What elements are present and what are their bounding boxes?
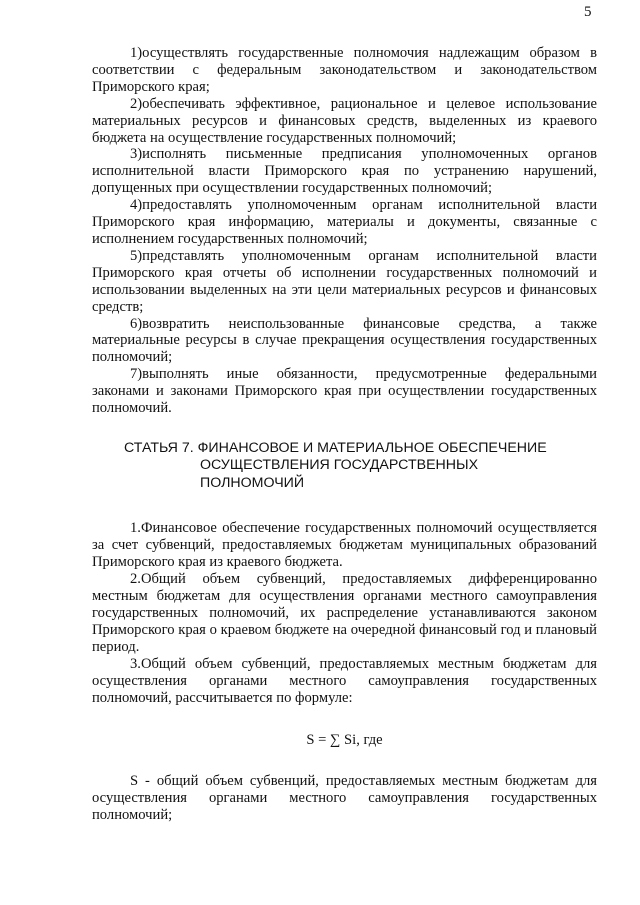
article-heading-line: ОСУЩЕСТВЛЕНИЯ ГОСУДАРСТВЕННЫХ <box>200 457 479 474</box>
list-item: 6)возвратить неиспользованные финансовые средства, а также материальные ресурсы в случае прекращения осуществления государственных полномочий; <box>92 315 597 366</box>
article-heading-line: ПОЛНОМОЧИЙ <box>200 474 305 491</box>
article-heading-line: СТАТЬЯ 7. ФИНАНСОВОЕ И МАТЕРИАЛЬНОЕ ОБЕСПЕЧЕНИЕ <box>124 439 547 456</box>
page-number: 5 <box>584 4 592 20</box>
list-item: 2)обеспечивать эффективное, рациональное и целевое использование материальных ресурсов и финансовых средств, выделенных из краевого бюджета на осуществление государственных полномочий; <box>92 95 597 146</box>
definition-paragraph: S - общий объем субвенций, предоставляемых местным бюджетам для осуществления органами местного самоуправления государственных полномочий; <box>92 773 597 824</box>
article-heading <box>92 440 597 493</box>
list-item: 4)предоставлять уполномоченным органам исполнительной власти Приморского края информацию, материалы и документы, связанные с исполнением государственных полномочий; <box>92 197 597 247</box>
list-item: 7)выполнять иные обязанности, предусмотренные федеральными законами и законами Приморского края при осуществлении государственных полномочий. <box>92 366 597 417</box>
document-body <box>92 45 597 824</box>
article-body <box>92 520 597 824</box>
list-item: 1)осуществлять государственные полномочия надлежащим образом в соответствии с федеральным законодательством и законодательством Приморского края; <box>92 45 597 95</box>
formula: S = ∑ Si, где <box>306 732 383 749</box>
list-item: 5)представлять уполномоченным органам исполнительной власти Приморского края отчеты об исполнении государственных полномочий и использовании выделенных на эти цели материальных ресурсов и финансовых средств; <box>92 247 597 315</box>
list-item: 3)исполнять письменные предписания уполномоченных органов исполнительной власти Приморского края по устранению нарушений, допущенных при осуществлении государственных полномочий; <box>92 146 597 197</box>
article-paragraph: 3.Общий объем субвенций, предоставляемых местным бюджетам для осуществления органами местного самоуправления государственных полномочий, рассчитывается по формуле: <box>92 655 597 706</box>
article-paragraph: 1.Финансовое обеспечение государственных полномочий осуществляется за счет субвенций, предоставляемых бюджетам муниципальных образований Приморского края из краевого бюджета. <box>92 520 597 571</box>
article-paragraph: 2.Общий объем субвенций, предоставляемых дифференцированно местным бюджетам для осуществления органами местного самоуправления государственных полномочий, их распределение устанавливаются законом Приморского края о краевом бюджете на очередной финансовый год и плановый период. <box>92 571 597 655</box>
